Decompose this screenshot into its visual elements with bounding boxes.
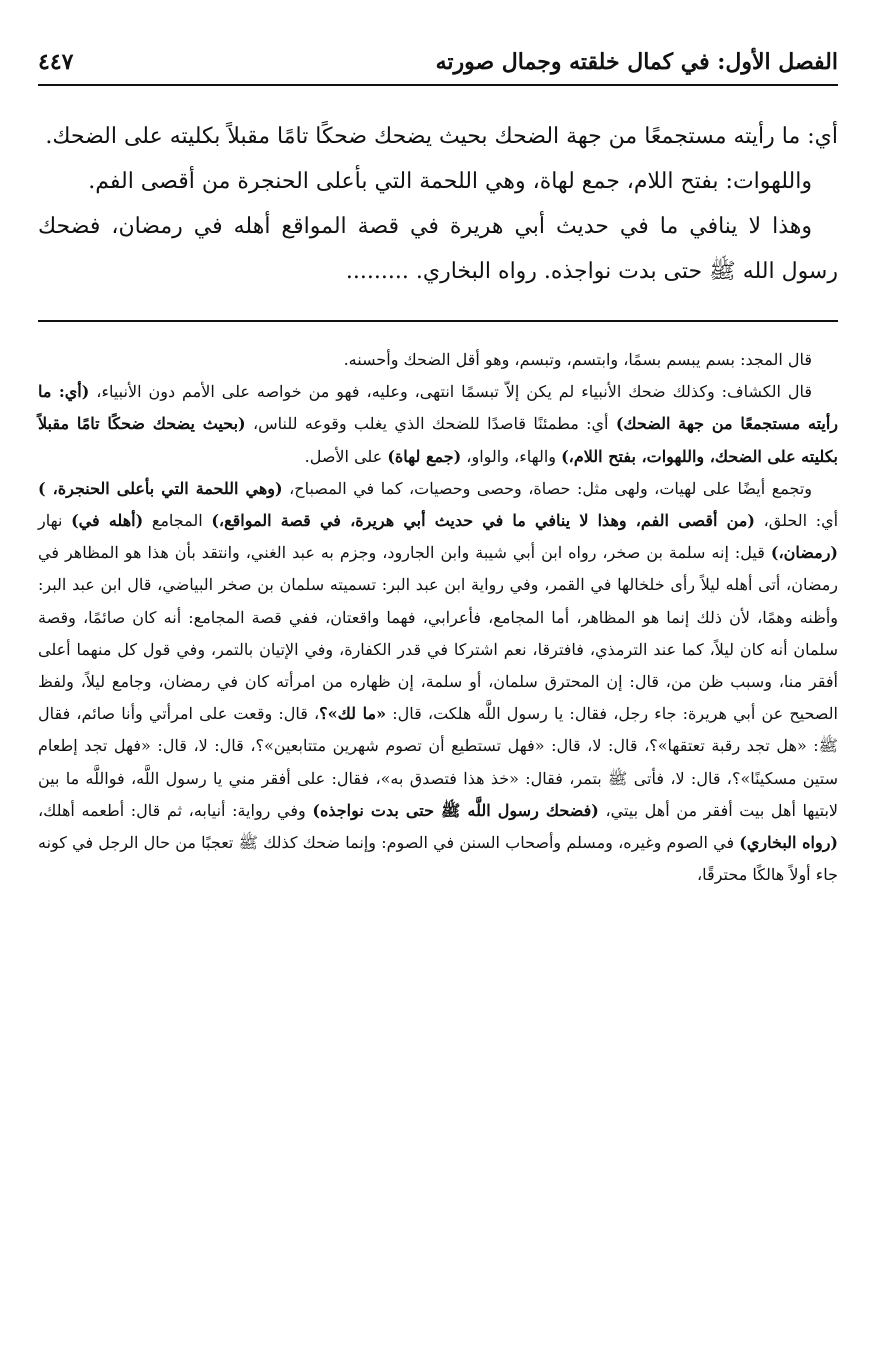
commentary-run: على الأصل. xyxy=(304,446,388,466)
main-paragraph: وهذا لا ينافي ما في حديث أبي هريرة في قصة المواقع أهله في رمضان، فضحك رسول الله ﷺ حتى بدت نواجذه. رواه البخاري. ......... xyxy=(38,214,838,284)
quoted-matn: (بحيث يضحك ضحكًا تامًا مقبلاً بكليته على الضحك، واللهوات، بفتح اللام،) xyxy=(38,414,838,466)
quoted-matn: (أهله في) xyxy=(71,511,144,531)
commentary-run: نهار xyxy=(38,511,72,531)
main-paragraph: أي: ما رأيته مستجمعًا من جهة الضحك بحيث يضحك ضحكًا تامًا مقبلاً بكليته على الضحك. xyxy=(45,124,838,149)
commentary-paragraph: قال المجد: بسم يبسم بسمًا، وابتسم، وتبسم، وهو أقل الضحك وأحسنه. xyxy=(343,350,812,369)
commentary-divider xyxy=(38,320,838,322)
commentary-run: وفي رواية: أنيابه، ثم قال: أطعمه أهلك، xyxy=(38,800,313,820)
quoted-matn: (جمع لهاة) xyxy=(387,446,462,466)
quoted-matn: (رواه البخاري) xyxy=(739,833,838,853)
chapter-title: الفصل الأول: في كمال خلقته وجمال صورته xyxy=(435,49,838,75)
commentary-paragraph xyxy=(38,376,838,473)
quoted-matn: (أي: ما رأيته مستجمعًا من جهة الضحك) xyxy=(38,382,839,434)
commentary-run: في الصوم وغيره، ومسلم وأصحاب السنن في الصوم: وإنما ضحك كذلك ﷺ تعجبًا من حال الرجل في كونه جاء أولاً هالكًا محترقًا، xyxy=(38,833,838,885)
commentary-run: قيل: إنه سلمة بن صخر، رواه ابن أبي شيبة وابن الجارود، وجزم به عبد الغني، وانتقد بأن هذا هو المظاهر في رمضان، أتى أهله ليلاً رأى خلخالها في القمر، وفي رواية ابن عبد البر: تسميته سلمان بن صخر البياضي، قال ابن عبد البر: وأظنه وهمًا، لأن ذلك إنما هو المظاهر، أما المجامع، فأعرابي، فهما واقعتان، ففي قصة المجامع: أنه كان صائمًا، وقصة سلمان أنه كان ليلاً، كما عند الترمذي، فافترقا، نعم اشتركا في قدر الكفارة، وفي الإتيان بالتمر، وفي قول كل منهما أعلى أفقر منا، وسبب ظن من، قال: إن المحترق سلمان، أو سلمة، إن ظهاره من امرأته كان في رمضان، وجامع ليلاً، ولفظ الصحيح عن أبي هريرة: جاء رجل، فقال: يا رسول اللَّه هلكت، قال: xyxy=(38,543,839,724)
quoted-matn: «ما لك»؟ xyxy=(319,704,387,724)
commentary-run: وتجمع أيضًا على لهيات، ولهى مثل: حصاة، وحصى وحصيات، كما في المصباح، xyxy=(282,478,812,498)
quoted-matn: (وهي اللحمة التي بأعلى الحنجرة، ) xyxy=(38,478,283,498)
running-header xyxy=(38,40,838,86)
main-text xyxy=(38,114,838,294)
commentary-run: أي: الحلق، xyxy=(754,511,839,531)
commentary-text xyxy=(38,344,838,891)
commentary-run: ، قال: وقعت على امرأتي وأنا صائم، فقال ﷺ: «هل تجد رقبة تعتقها»؟، قال: لا، قال: «فهل تستطيع أن تصوم شهرين متتابعين»؟، قال: لا، قال: «فهل تجد إطعام ستين مسكينًا»؟، قال: لا، فأتى ﷺ بتمر، فقال: «خذ هذا فتصدق به»، فقال: على أفقر مني يا رسول اللَّه، فواللَّه ما بين لابتيها أهل بيت أفقر من أهل بيتي، xyxy=(38,704,839,820)
quoted-matn: (رمضان،) xyxy=(770,543,838,563)
quoted-matn: (من أقصى الفم، وهذا لا ينافي ما في حديث أبي هريرة، في قصة المواقع،) xyxy=(211,511,755,531)
page-number: ٤٤٧ xyxy=(38,49,74,75)
main-paragraph: واللهوات: بفتح اللام، جمع لهاة، وهي اللحمة التي بأعلى الحنجرة من أقصى الفم. xyxy=(88,169,812,194)
book-page xyxy=(38,40,838,891)
commentary-run: أي: مطمئنًا قاصدًا للضحك الذي يغلب وقوعه للناس، xyxy=(245,414,616,434)
commentary-paragraph xyxy=(38,473,838,892)
commentary-run: والهاء، والواو، xyxy=(461,446,562,466)
quoted-matn: (فضحك رسول اللَّه ﷺ حتى بدت نواجذه) xyxy=(312,800,599,820)
commentary-run: المجامع xyxy=(143,511,212,531)
commentary-run: قال الكشاف: وكذلك ضحك الأنبياء لم يكن إلاّ تبسمًا انتهى، وعليه، فهو من خواصه على الأمم دون الأنبياء، xyxy=(89,382,812,402)
